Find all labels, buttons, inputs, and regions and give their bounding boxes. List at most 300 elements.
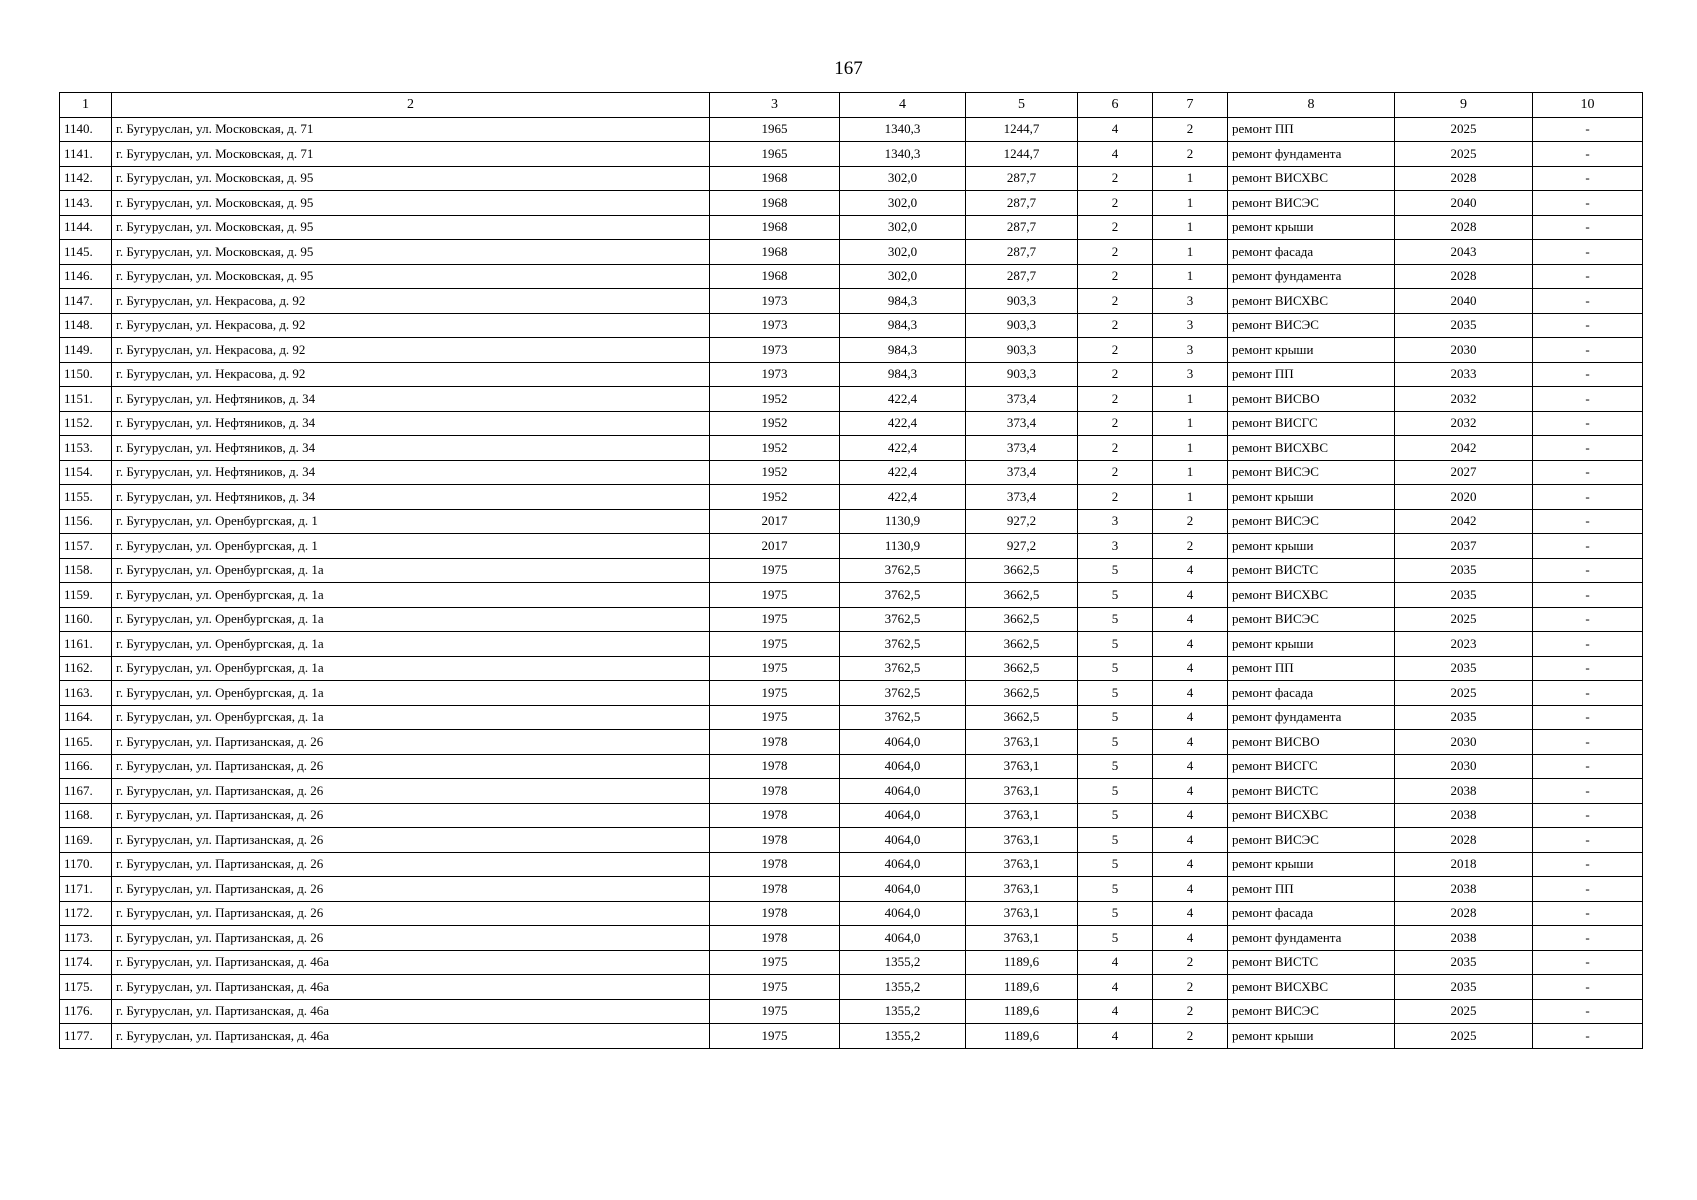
floors-cell: 4 — [1078, 1024, 1153, 1049]
floors-cell: 2 — [1078, 411, 1153, 436]
notes-cell: - — [1533, 387, 1643, 412]
planned-year-cell: 2032 — [1395, 411, 1533, 436]
total-area-cell: 3762,5 — [840, 681, 966, 706]
floors-cell: 5 — [1078, 583, 1153, 608]
entrances-cell: 3 — [1153, 289, 1228, 314]
total-area-cell: 302,0 — [840, 166, 966, 191]
work-type-cell: ремонт ВИСТС — [1228, 779, 1395, 804]
row-number-cell: 1164. — [60, 705, 112, 730]
total-area-cell: 3762,5 — [840, 558, 966, 583]
planned-year-cell: 2038 — [1395, 926, 1533, 951]
living-area-cell: 1189,6 — [966, 975, 1078, 1000]
living-area-cell: 3763,1 — [966, 926, 1078, 951]
floors-cell: 2 — [1078, 387, 1153, 412]
notes-cell: - — [1533, 632, 1643, 657]
work-type-cell: ремонт фасада — [1228, 681, 1395, 706]
year-cell: 1975 — [710, 656, 840, 681]
work-type-cell: ремонт ПП — [1228, 656, 1395, 681]
address-cell: г. Бугуруслан, ул. Партизанская, д. 46а — [112, 999, 710, 1024]
work-type-cell: ремонт ПП — [1228, 877, 1395, 902]
work-type-cell: ремонт ВИСЭС — [1228, 460, 1395, 485]
table-row — [60, 411, 1643, 436]
table-row — [60, 509, 1643, 534]
work-type-cell: ремонт фундамента — [1228, 142, 1395, 167]
table-row — [60, 681, 1643, 706]
entrances-cell: 4 — [1153, 877, 1228, 902]
year-cell: 1968 — [710, 166, 840, 191]
total-area-cell: 4064,0 — [840, 901, 966, 926]
year-cell: 1978 — [710, 754, 840, 779]
table-row — [60, 632, 1643, 657]
table-row — [60, 191, 1643, 216]
entrances-cell: 3 — [1153, 338, 1228, 363]
planned-year-cell: 2035 — [1395, 313, 1533, 338]
notes-cell: - — [1533, 828, 1643, 853]
row-number-cell: 1140. — [60, 117, 112, 142]
planned-year-cell: 2038 — [1395, 803, 1533, 828]
year-cell: 1978 — [710, 828, 840, 853]
entrances-cell: 2 — [1153, 509, 1228, 534]
living-area-cell: 3662,5 — [966, 558, 1078, 583]
address-cell: г. Бугуруслан, ул. Некрасова, д. 92 — [112, 338, 710, 363]
year-cell: 1973 — [710, 289, 840, 314]
floors-cell: 2 — [1078, 338, 1153, 363]
registry-table — [59, 92, 1643, 1049]
year-cell: 1975 — [710, 1024, 840, 1049]
work-type-cell: ремонт крыши — [1228, 632, 1395, 657]
floors-cell: 5 — [1078, 754, 1153, 779]
table-row — [60, 436, 1643, 461]
year-cell: 1968 — [710, 215, 840, 240]
notes-cell: - — [1533, 877, 1643, 902]
floors-cell: 2 — [1078, 240, 1153, 265]
address-cell: г. Бугуруслан, ул. Партизанская, д. 46а — [112, 1024, 710, 1049]
entrances-cell: 1 — [1153, 411, 1228, 436]
table-row — [60, 926, 1643, 951]
work-type-cell: ремонт ПП — [1228, 117, 1395, 142]
floors-cell: 2 — [1078, 436, 1153, 461]
entrances-cell: 2 — [1153, 142, 1228, 167]
planned-year-cell: 2025 — [1395, 117, 1533, 142]
address-cell: г. Бугуруслан, ул. Некрасова, д. 92 — [112, 362, 710, 387]
entrances-cell: 4 — [1153, 632, 1228, 657]
work-type-cell: ремонт фундамента — [1228, 926, 1395, 951]
year-cell: 1978 — [710, 877, 840, 902]
notes-cell: - — [1533, 264, 1643, 289]
year-cell: 1975 — [710, 632, 840, 657]
table-row — [60, 975, 1643, 1000]
living-area-cell: 3763,1 — [966, 852, 1078, 877]
total-area-cell: 1340,3 — [840, 142, 966, 167]
living-area-cell: 3763,1 — [966, 828, 1078, 853]
floors-cell: 5 — [1078, 632, 1153, 657]
year-cell: 1952 — [710, 411, 840, 436]
notes-cell: - — [1533, 338, 1643, 363]
entrances-cell: 4 — [1153, 926, 1228, 951]
entrances-cell: 1 — [1153, 436, 1228, 461]
planned-year-cell: 2023 — [1395, 632, 1533, 657]
living-area-cell: 373,4 — [966, 387, 1078, 412]
table-row — [60, 558, 1643, 583]
floors-cell: 5 — [1078, 901, 1153, 926]
year-cell: 1978 — [710, 901, 840, 926]
table-row — [60, 1024, 1643, 1049]
floors-cell: 4 — [1078, 950, 1153, 975]
floors-cell: 5 — [1078, 607, 1153, 632]
work-type-cell: ремонт ВИСЭС — [1228, 607, 1395, 632]
floors-cell: 4 — [1078, 117, 1153, 142]
address-cell: г. Бугуруслан, ул. Оренбургская, д. 1 — [112, 534, 710, 559]
floors-cell: 3 — [1078, 534, 1153, 559]
total-area-cell: 422,4 — [840, 436, 966, 461]
address-cell: г. Бугуруслан, ул. Нефтяников, д. 34 — [112, 387, 710, 412]
table-row — [60, 656, 1643, 681]
table-row — [60, 485, 1643, 510]
notes-cell: - — [1533, 534, 1643, 559]
entrances-cell: 4 — [1153, 803, 1228, 828]
living-area-cell: 927,2 — [966, 509, 1078, 534]
table-row — [60, 583, 1643, 608]
planned-year-cell: 2038 — [1395, 877, 1533, 902]
total-area-cell: 1355,2 — [840, 975, 966, 1000]
living-area-cell: 1244,7 — [966, 117, 1078, 142]
address-cell: г. Бугуруслан, ул. Партизанская, д. 26 — [112, 926, 710, 951]
column-header: 1 — [60, 93, 112, 118]
address-cell: г. Бугуруслан, ул. Оренбургская, д. 1а — [112, 558, 710, 583]
entrances-cell: 2 — [1153, 975, 1228, 1000]
planned-year-cell: 2038 — [1395, 779, 1533, 804]
year-cell: 1965 — [710, 117, 840, 142]
row-number-cell: 1162. — [60, 656, 112, 681]
living-area-cell: 287,7 — [966, 191, 1078, 216]
table-row — [60, 117, 1643, 142]
total-area-cell: 4064,0 — [840, 730, 966, 755]
address-cell: г. Бугуруслан, ул. Партизанская, д. 26 — [112, 828, 710, 853]
address-cell: г. Бугуруслан, ул. Оренбургская, д. 1 — [112, 509, 710, 534]
year-cell: 1952 — [710, 460, 840, 485]
living-area-cell: 927,2 — [966, 534, 1078, 559]
address-cell: г. Бугуруслан, ул. Нефтяников, д. 34 — [112, 485, 710, 510]
living-area-cell: 903,3 — [966, 362, 1078, 387]
living-area-cell: 903,3 — [966, 313, 1078, 338]
floors-cell: 5 — [1078, 730, 1153, 755]
work-type-cell: ремонт ВИСТС — [1228, 950, 1395, 975]
total-area-cell: 4064,0 — [840, 877, 966, 902]
year-cell: 1975 — [710, 999, 840, 1024]
year-cell: 1975 — [710, 558, 840, 583]
column-header: 9 — [1395, 93, 1533, 118]
floors-cell: 3 — [1078, 509, 1153, 534]
planned-year-cell: 2025 — [1395, 607, 1533, 632]
living-area-cell: 1189,6 — [966, 950, 1078, 975]
living-area-cell: 1189,6 — [966, 1024, 1078, 1049]
table-row — [60, 338, 1643, 363]
planned-year-cell: 2037 — [1395, 534, 1533, 559]
planned-year-cell: 2032 — [1395, 387, 1533, 412]
year-cell: 1978 — [710, 730, 840, 755]
row-number-cell: 1168. — [60, 803, 112, 828]
row-number-cell: 1175. — [60, 975, 112, 1000]
row-number-cell: 1176. — [60, 999, 112, 1024]
address-cell: г. Бугуруслан, ул. Партизанская, д. 26 — [112, 852, 710, 877]
notes-cell: - — [1533, 558, 1643, 583]
year-cell: 1978 — [710, 779, 840, 804]
address-cell: г. Бугуруслан, ул. Партизанская, д. 26 — [112, 877, 710, 902]
address-cell: г. Бугуруслан, ул. Партизанская, д. 26 — [112, 754, 710, 779]
notes-cell: - — [1533, 901, 1643, 926]
entrances-cell: 4 — [1153, 779, 1228, 804]
work-type-cell: ремонт фасада — [1228, 901, 1395, 926]
row-number-cell: 1170. — [60, 852, 112, 877]
row-number-cell: 1148. — [60, 313, 112, 338]
row-number-cell: 1160. — [60, 607, 112, 632]
entrances-cell: 4 — [1153, 730, 1228, 755]
floors-cell: 5 — [1078, 705, 1153, 730]
notes-cell: - — [1533, 509, 1643, 534]
notes-cell: - — [1533, 705, 1643, 730]
living-area-cell: 3662,5 — [966, 607, 1078, 632]
planned-year-cell: 2025 — [1395, 999, 1533, 1024]
address-cell: г. Бугуруслан, ул. Оренбургская, д. 1а — [112, 681, 710, 706]
notes-cell: - — [1533, 191, 1643, 216]
notes-cell: - — [1533, 656, 1643, 681]
total-area-cell: 4064,0 — [840, 852, 966, 877]
notes-cell: - — [1533, 583, 1643, 608]
total-area-cell: 1130,9 — [840, 509, 966, 534]
table-row — [60, 754, 1643, 779]
notes-cell: - — [1533, 681, 1643, 706]
year-cell: 1952 — [710, 485, 840, 510]
planned-year-cell: 2025 — [1395, 681, 1533, 706]
address-cell: г. Бугуруслан, ул. Оренбургская, д. 1а — [112, 583, 710, 608]
notes-cell: - — [1533, 166, 1643, 191]
planned-year-cell: 2035 — [1395, 950, 1533, 975]
table-row — [60, 289, 1643, 314]
floors-cell: 4 — [1078, 142, 1153, 167]
living-area-cell: 1189,6 — [966, 999, 1078, 1024]
entrances-cell: 1 — [1153, 387, 1228, 412]
entrances-cell: 2 — [1153, 950, 1228, 975]
living-area-cell: 3662,5 — [966, 583, 1078, 608]
entrances-cell: 1 — [1153, 191, 1228, 216]
living-area-cell: 373,4 — [966, 411, 1078, 436]
floors-cell: 4 — [1078, 999, 1153, 1024]
total-area-cell: 1355,2 — [840, 950, 966, 975]
entrances-cell: 4 — [1153, 681, 1228, 706]
year-cell: 1952 — [710, 387, 840, 412]
floors-cell: 5 — [1078, 828, 1153, 853]
total-area-cell: 1355,2 — [840, 999, 966, 1024]
address-cell: г. Бугуруслан, ул. Московская, д. 95 — [112, 215, 710, 240]
planned-year-cell: 2035 — [1395, 705, 1533, 730]
work-type-cell: ремонт фундамента — [1228, 264, 1395, 289]
work-type-cell: ремонт ВИСЭС — [1228, 509, 1395, 534]
living-area-cell: 373,4 — [966, 485, 1078, 510]
floors-cell: 2 — [1078, 191, 1153, 216]
year-cell: 1975 — [710, 950, 840, 975]
total-area-cell: 3762,5 — [840, 632, 966, 657]
planned-year-cell: 2033 — [1395, 362, 1533, 387]
work-type-cell: ремонт крыши — [1228, 215, 1395, 240]
row-number-cell: 1174. — [60, 950, 112, 975]
address-cell: г. Бугуруслан, ул. Нефтяников, д. 34 — [112, 460, 710, 485]
total-area-cell: 984,3 — [840, 313, 966, 338]
living-area-cell: 3662,5 — [966, 632, 1078, 657]
column-header: 4 — [840, 93, 966, 118]
row-number-cell: 1146. — [60, 264, 112, 289]
planned-year-cell: 2035 — [1395, 656, 1533, 681]
entrances-cell: 4 — [1153, 583, 1228, 608]
planned-year-cell: 2027 — [1395, 460, 1533, 485]
total-area-cell: 302,0 — [840, 264, 966, 289]
table-row — [60, 607, 1643, 632]
work-type-cell: ремонт ВИСЭС — [1228, 313, 1395, 338]
living-area-cell: 3662,5 — [966, 656, 1078, 681]
floors-cell: 2 — [1078, 289, 1153, 314]
notes-cell: - — [1533, 852, 1643, 877]
table-row — [60, 950, 1643, 975]
year-cell: 1975 — [710, 705, 840, 730]
floors-cell: 5 — [1078, 779, 1153, 804]
row-number-cell: 1155. — [60, 485, 112, 510]
work-type-cell: ремонт ПП — [1228, 362, 1395, 387]
living-area-cell: 903,3 — [966, 338, 1078, 363]
floors-cell: 2 — [1078, 264, 1153, 289]
notes-cell: - — [1533, 142, 1643, 167]
row-number-cell: 1147. — [60, 289, 112, 314]
address-cell: г. Бугуруслан, ул. Московская, д. 95 — [112, 166, 710, 191]
floors-cell: 5 — [1078, 656, 1153, 681]
table-row — [60, 142, 1643, 167]
notes-cell: - — [1533, 240, 1643, 265]
row-number-cell: 1159. — [60, 583, 112, 608]
row-number-cell: 1167. — [60, 779, 112, 804]
planned-year-cell: 2025 — [1395, 1024, 1533, 1049]
work-type-cell: ремонт крыши — [1228, 852, 1395, 877]
living-area-cell: 373,4 — [966, 460, 1078, 485]
living-area-cell: 3662,5 — [966, 681, 1078, 706]
column-header: 3 — [710, 93, 840, 118]
planned-year-cell: 2028 — [1395, 166, 1533, 191]
year-cell: 1978 — [710, 926, 840, 951]
address-cell: г. Бугуруслан, ул. Московская, д. 95 — [112, 240, 710, 265]
year-cell: 1978 — [710, 852, 840, 877]
entrances-cell: 4 — [1153, 901, 1228, 926]
table-row — [60, 534, 1643, 559]
row-number-cell: 1141. — [60, 142, 112, 167]
notes-cell: - — [1533, 926, 1643, 951]
notes-cell: - — [1533, 999, 1643, 1024]
year-cell: 1952 — [710, 436, 840, 461]
column-header: 8 — [1228, 93, 1395, 118]
entrances-cell: 4 — [1153, 828, 1228, 853]
table-row — [60, 730, 1643, 755]
planned-year-cell: 2030 — [1395, 338, 1533, 363]
planned-year-cell: 2043 — [1395, 240, 1533, 265]
table-row — [60, 877, 1643, 902]
entrances-cell: 1 — [1153, 485, 1228, 510]
row-number-cell: 1157. — [60, 534, 112, 559]
planned-year-cell: 2028 — [1395, 264, 1533, 289]
floors-cell: 2 — [1078, 215, 1153, 240]
total-area-cell: 302,0 — [840, 191, 966, 216]
entrances-cell: 1 — [1153, 240, 1228, 265]
total-area-cell: 422,4 — [840, 485, 966, 510]
row-number-cell: 1171. — [60, 877, 112, 902]
living-area-cell: 287,7 — [966, 166, 1078, 191]
total-area-cell: 4064,0 — [840, 926, 966, 951]
row-number-cell: 1143. — [60, 191, 112, 216]
table-row — [60, 264, 1643, 289]
table-row — [60, 999, 1643, 1024]
year-cell: 1973 — [710, 313, 840, 338]
year-cell: 1975 — [710, 681, 840, 706]
address-cell: г. Бугуруслан, ул. Партизанская, д. 46а — [112, 950, 710, 975]
row-number-cell: 1153. — [60, 436, 112, 461]
living-area-cell: 287,7 — [966, 240, 1078, 265]
entrances-cell: 4 — [1153, 607, 1228, 632]
planned-year-cell: 2025 — [1395, 142, 1533, 167]
work-type-cell: ремонт ВИСЭС — [1228, 999, 1395, 1024]
row-number-cell: 1177. — [60, 1024, 112, 1049]
notes-cell: - — [1533, 975, 1643, 1000]
planned-year-cell: 2040 — [1395, 191, 1533, 216]
table-row — [60, 460, 1643, 485]
living-area-cell: 1244,7 — [966, 142, 1078, 167]
planned-year-cell: 2042 — [1395, 509, 1533, 534]
total-area-cell: 422,4 — [840, 387, 966, 412]
total-area-cell: 3762,5 — [840, 607, 966, 632]
total-area-cell: 3762,5 — [840, 583, 966, 608]
notes-cell: - — [1533, 779, 1643, 804]
total-area-cell: 302,0 — [840, 240, 966, 265]
header-row — [60, 93, 1643, 118]
notes-cell: - — [1533, 754, 1643, 779]
address-cell: г. Бугуруслан, ул. Оренбургская, д. 1а — [112, 705, 710, 730]
notes-cell: - — [1533, 485, 1643, 510]
total-area-cell: 1355,2 — [840, 1024, 966, 1049]
living-area-cell: 3763,1 — [966, 754, 1078, 779]
address-cell: г. Бугуруслан, ул. Партизанская, д. 26 — [112, 803, 710, 828]
row-number-cell: 1152. — [60, 411, 112, 436]
floors-cell: 2 — [1078, 313, 1153, 338]
total-area-cell: 302,0 — [840, 215, 966, 240]
planned-year-cell: 2020 — [1395, 485, 1533, 510]
entrances-cell: 1 — [1153, 166, 1228, 191]
total-area-cell: 422,4 — [840, 460, 966, 485]
entrances-cell: 1 — [1153, 264, 1228, 289]
column-header: 6 — [1078, 93, 1153, 118]
year-cell: 1973 — [710, 362, 840, 387]
planned-year-cell: 2035 — [1395, 558, 1533, 583]
address-cell: г. Бугуруслан, ул. Некрасова, д. 92 — [112, 313, 710, 338]
total-area-cell: 3762,5 — [840, 705, 966, 730]
floors-cell: 2 — [1078, 362, 1153, 387]
row-number-cell: 1161. — [60, 632, 112, 657]
address-cell: г. Бугуруслан, ул. Партизанская, д. 26 — [112, 779, 710, 804]
entrances-cell: 3 — [1153, 362, 1228, 387]
total-area-cell: 1340,3 — [840, 117, 966, 142]
notes-cell: - — [1533, 215, 1643, 240]
total-area-cell: 4064,0 — [840, 754, 966, 779]
work-type-cell: ремонт ВИСЭС — [1228, 828, 1395, 853]
entrances-cell: 4 — [1153, 705, 1228, 730]
planned-year-cell: 2042 — [1395, 436, 1533, 461]
total-area-cell: 984,3 — [840, 289, 966, 314]
living-area-cell: 3763,1 — [966, 779, 1078, 804]
floors-cell: 2 — [1078, 460, 1153, 485]
notes-cell: - — [1533, 436, 1643, 461]
